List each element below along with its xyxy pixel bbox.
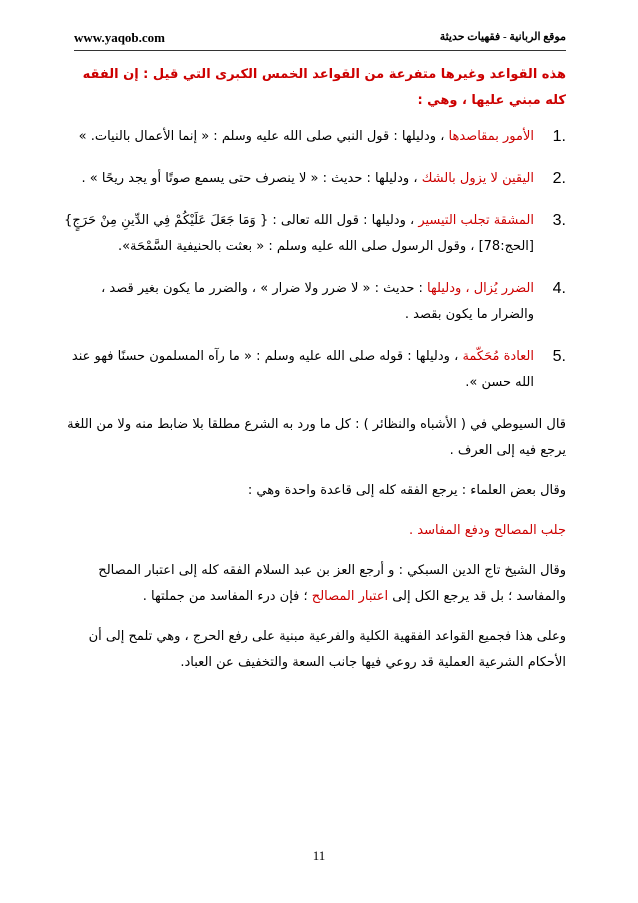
site-title: موقع الربانية - فقهيات حديثة [439,31,566,43]
list-item-number: 5. [552,348,566,365]
rule-text: : حديث : « لا ضرر ولا ضرار » ، والضرر ما يكون بغير قصد ، والضرار ما يكون بقصد . [101,281,534,322]
list-item [58,208,566,260]
list-item [58,344,566,396]
list-item-number: 4. [552,280,566,297]
subki-text-start: وقال الشيخ تاج الدين السبكي : و أرجع العز بن عبد السلام الفقه كله إلى اعتبار المصالح والمفاسد ؛ بل قد يرجع الكل إلى [98,563,566,604]
scholars-paragraph: وقال بعض العلماء : يرجع الفقه كله إلى قاعدة واحدة وهي : [247,483,566,498]
rule-name: الضرر يُزال ، ودليلها [427,281,534,296]
rule-name: المشقة تجلب التيسير [418,213,534,228]
subki-highlight: اعتبار المصالح [311,589,389,604]
list-item-number: 2. [552,170,566,187]
rule-name: اليقين لا يزول بالشك [421,171,534,186]
list-item-number: 1. [552,128,566,145]
list-item [58,276,566,328]
suyuti-paragraph: قال السيوطي في ( الأشباه والنظائر ) : كل ما ورد به الشرع مطلقا بلا ضابط منه ولا من اللغة يرجع فيه إلى العرف . [67,417,566,458]
rule-name: الأمور بمقاصدها [448,129,534,144]
page-header [74,26,566,51]
list-item [58,166,566,192]
conclusion-paragraph: وعلى هذا فجميع القواعد الفقهية الكلية والفرعية مبنية على رفع الحرج ، وهي تلمح إلى أن الأحكام الشرعية العملية قد روعي فيها جانب السعة والتخفيف عن العباد. [88,629,566,670]
rule-name: العادة مُحَكّمة [462,349,534,364]
list-item [58,124,566,150]
intro-heading: هذه القواعد وغيرها متفرعة من القواعد الخمس الكبرى التي قيل : إن الفقه كله مبني عليها ، وهي : [82,67,566,108]
rule-text: ، ودليلها : قوله صلى الله عليه وسلم : « ما رآه المسلمون حسنًا فهو عند الله حسن ». [71,349,534,390]
rule-text: ، ودليلها : قول الله تعالى : { وَمَا جَعَلَ عَلَيْكُمْ فِي الدِّينِ مِنْ حَرَجٍ} [الحج:78] ، وقول الرسول صلى الله عليه وسلم : « بعثت بالحنيفية السَّمْحَة». [64,213,534,254]
rules-list [58,124,566,396]
subki-text-end: ؛ فإن درء المفاسد من جملتها . [142,589,312,604]
page-content [58,62,566,690]
rule-text: ، ودليلها : قول النبي صلى الله عليه وسلم : « إنما الأعمال بالنيات. » [78,129,449,144]
list-item-number: 3. [552,212,566,229]
subki-paragraph [58,558,566,610]
rule-text: ، ودليلها : حديث : « لا ينصرف حتى يسمع صوتًا أو يجد ريحًا » . [81,171,422,186]
maxim-paragraph: جلب المصالح ودفع المفاسد . [409,523,566,538]
page-number: 11 [312,848,326,863]
site-url: www.yaqob.com [74,30,166,45]
